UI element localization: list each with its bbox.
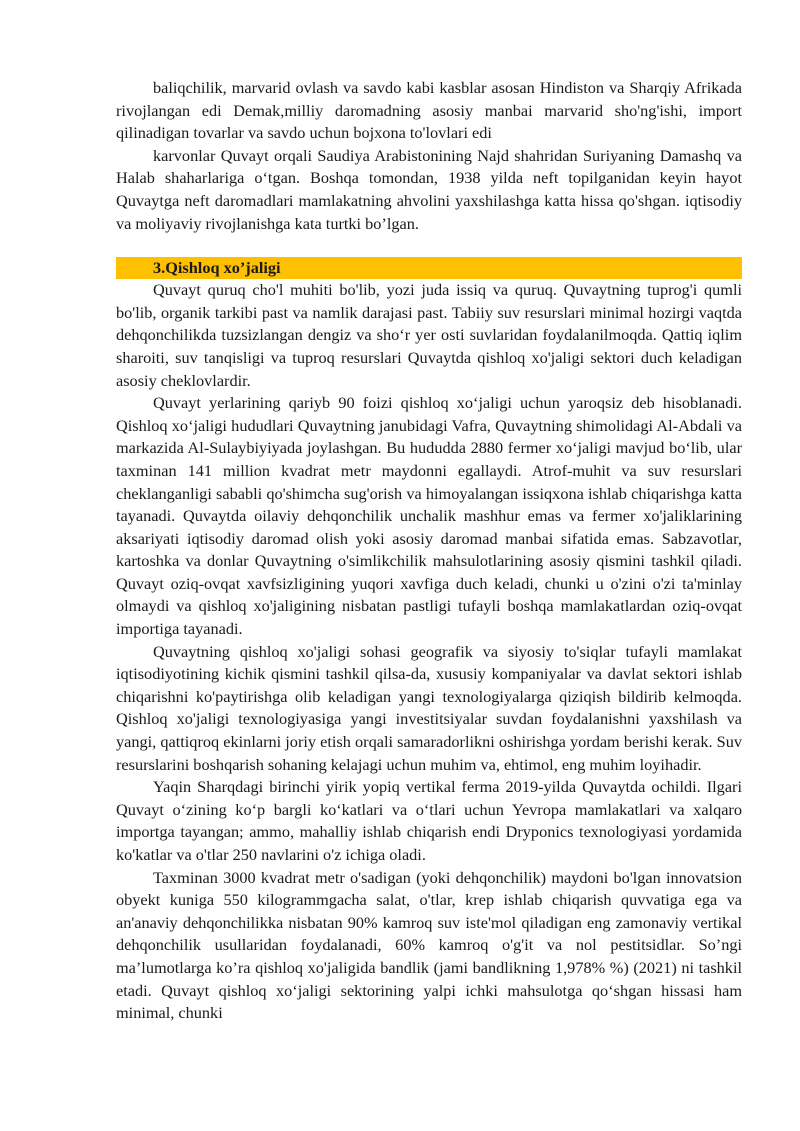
paragraph-5: Quvaytning qishloq xo'jaligi sohasi geografik va siyosiy to'siqlar tufayli mamlakat iqtisodiyotining kichik qismini tashkil qilsa-da, xususiy kompaniyalar va davlat sektori ishlab chiqarishni ko'paytirishga olib keladigan yangi texnologiyalarga qiziqish bildirib kelmoqda. Qishloq xo'jaligi texnologiyasiga yangi investitsiyalar suvdan foydalanishni yaxshilash va yangi, qattiqroq ekinlarni joriy etish orqali samaradorlikni oshirishga yordam berishi kerak. Suv resurslarini boshqarish sohaning kelajagi uchun muhim va, ehtimol, eng muhim loyihadir. — [116, 641, 742, 774]
paragraph-4: Quvayt yerlarining qariyb 90 foizi qishloq xo‘jaligi uchun yaroqsiz deb hisoblanadi. Qishloq xo‘jaligi hududlari Quvaytning janubidagi Vafra, Quvaytning shimolidagi Al-Abdali va markazida Al-Sulaybiyiyada joylashgan. Bu hududda 2880 fermer xo‘jaligi mavjud bo‘lib, ular taxminan 141 million kvadrat metr maydonni egallaydi. Atrof-muhit va suv resurslari cheklanganligi sababli qo'shimcha sug'orish va himoyalangan issiqxona ishlab chiqarishga katta tayanadi. Quvaytda oilaviy dehqonchilik unchalik mashhur emas va fermer xo'jaliklarining aksariyati iqtisodiy daromad olish yoki asosiy daromad manbai sifatida emas. Sabzavotlar, kartoshka va donlar Quvaytning o'simlikchilik mahsulotlarining asosiy qismini tashkil qiladi. Quvayt oziq-ovqat xavfsizligining yuqori xavfiga duch keladi, chunki u o'zini o'zi ta'minlay olmaydi va qishloq xo'jaligining nisbatan pastligi tufayli boshqa mamlakatlardan oziq-ovqat importiga tayanadi. — [116, 393, 742, 639]
paragraph-2: karvonlar Quvayt orqali Saudiya Arabistonining Najd shahridan Suriyaning Damashq va Halab shaharlariga o‘tgan. Boshqa tomondan, 1938 yilda neft topilganidan keyin hayot Quvaytga neft daromadlari mamlakatning ahvolini yaxshilashga katta hissa qo'shgan. iqtisodiy va moliyaviy rivojlanishga kata turtki bo’lgan. — [116, 145, 742, 233]
paragraph-6: Yaqin Sharqdagi birinchi yirik yopiq vertikal ferma 2019-yilda Quvaytda ochildi. Ilgari Quvayt o‘zining ko‘p bargli ko‘katlari va o‘tlari uchun Yevropa mamlakatlari va xalqaro importga tayangan; ammo, mahalliy ishlab chiqarish endi Dryponics texnologiyasi yordamida ko'katlar va o'tlar 250 navlarini o'z ichiga oladi. — [116, 777, 742, 864]
paragraph-1: baliqchilik, marvarid ovlash va savdo kabi kasblar asosan Hindiston va Sharqiy Afrikada rivojlangan edi Demak,milliy daromadning asosiy manbai marvarid sho'ng'ishi, import qilinadigan tovarlar va savdo uchun bojxona to'lovlari edi — [116, 78, 742, 143]
paragraph-3: Quvayt quruq cho'l muhiti bo'lib, yozi juda issiq va quruq. Quvaytning tuprog'i qumli bo'lib, organik tarkibi past va namlik darajasi past. Tabiiy suv resurslari minimal hozirgi vaqtda dehqonchilikda tuzsizlangan dengiz va sho‘r yer osti suvlaridan foydalanilmoqda. Qattiq iqlim sharoiti, suv tanqisligi va tuproq resurslari Quvaytda qishloq xo'jaligi sektori duch keladigan asosiy cheklovlardir. — [116, 280, 742, 390]
section-heading: 3.Qishloq xo’jaligi — [116, 257, 742, 279]
page-content — [116, 77, 742, 1025]
paragraph-7: Taxminan 3000 kvadrat metr o'sadigan (yoki dehqonchilik) maydoni bo'lgan innovatsion obyekt kuniga 550 kilogrammgacha salat, o'tlar, krep ishlab chiqarish quvvatiga ega va an'anaviy dehqonchilikka nisbatan 90% kamroq suv iste'mol qiladigan eng zamonaviy vertikal dehqonchilik usullaridan foydalanadi, 60% kamroq o'g'it va nol pestitsidlar. So’ngi ma’lumotlarga ko’ra qishloq xo'jaligida bandlik (jami bandlikning 1,978% %) (2021) ni tashkil etadi. Quvayt qishloq xo‘jaligi sektorining yalpi ichki mahsulotga qo‘shgan hissasi ham minimal, chunki — [116, 867, 742, 1023]
